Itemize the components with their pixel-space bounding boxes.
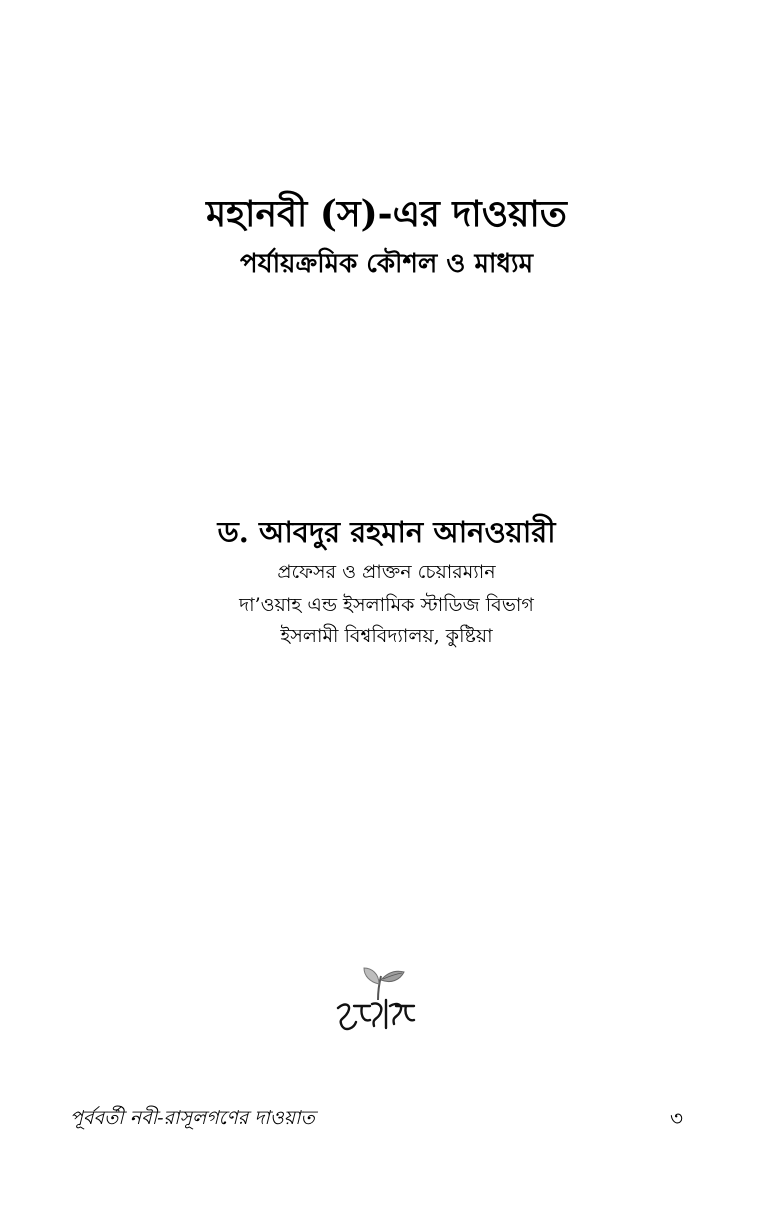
leaf-sprout-icon	[334, 962, 420, 1038]
author-position: প্রফেসর ও প্রাক্তন চেয়ারম্যান	[277, 561, 496, 583]
book-subtitle: পর্যায়ক্রমিক কৌশল ও মাধ্যম	[239, 249, 534, 279]
page-number: ৩	[670, 1106, 684, 1130]
author-university: ইসলামী বিশ্ববিদ্যালয়, কুষ্টিয়া	[280, 625, 493, 647]
author-department: দা’ওয়াহ এন্ড ইসলামিক স্টাডিজ বিভাগ	[239, 594, 534, 616]
running-title: পূর্ববর্তী নবী-রাসূলগণের দাওয়াত	[70, 1107, 315, 1129]
book-title: মহানবী (স)-এর দাওয়াত	[206, 193, 567, 235]
publisher-logo	[334, 962, 420, 1038]
author-name: ড. আবদুর রহমান আনওয়ারী	[217, 515, 556, 549]
